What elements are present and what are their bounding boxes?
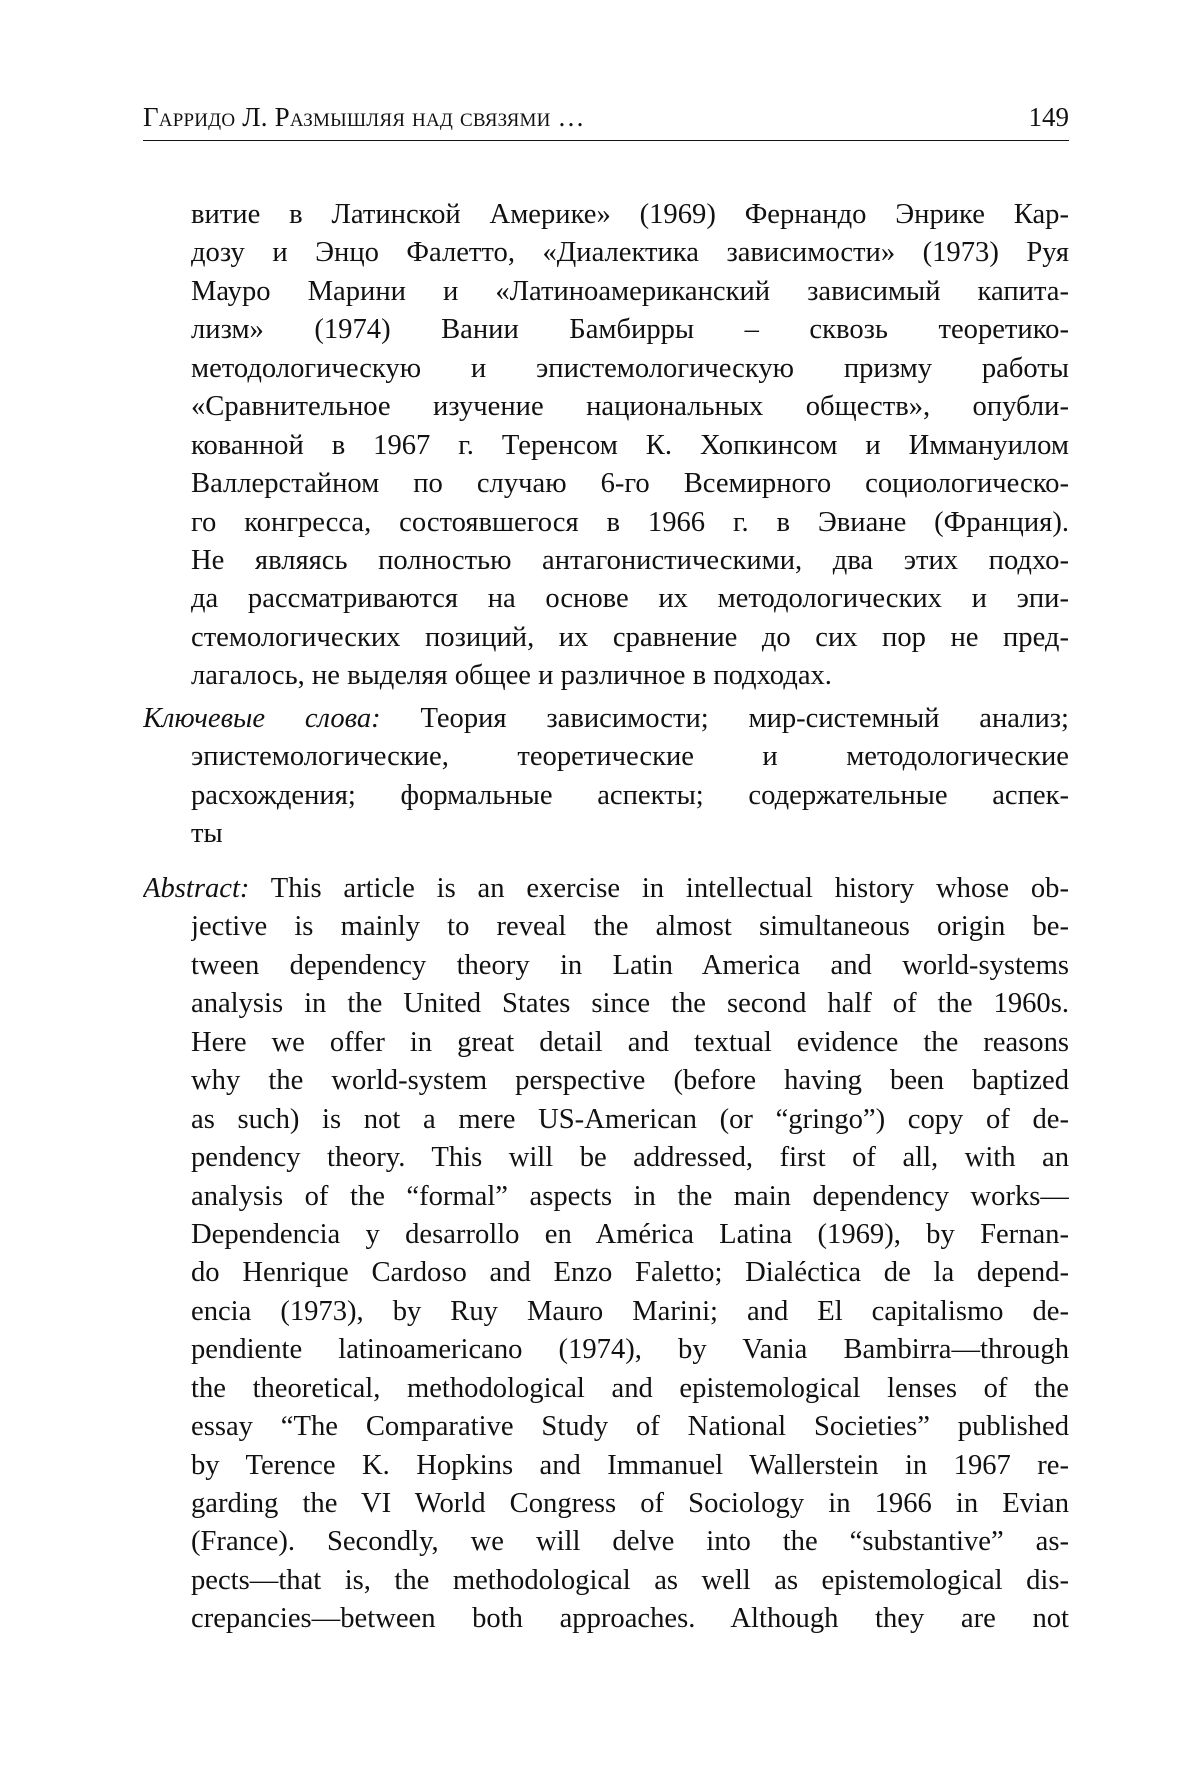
running-title: Гарридо Л. Размышляя над связями … bbox=[143, 102, 585, 132]
text-line: лагалось, не выделяя общее и различное в подходах. bbox=[191, 660, 832, 692]
text-line: расхождения; формальные аспекты; содержательные аспек- bbox=[191, 779, 1069, 811]
text-line: го конгресса, состоявшегося в 1966 г. в Эвиане (Франция). bbox=[191, 506, 1069, 538]
abstract-label: Abstract: bbox=[143, 873, 250, 904]
text-line: pendiente latinoamericano (1974), by Vania Bambirra—through bbox=[191, 1334, 1069, 1366]
text-line: Here we offer in great detail and textual evidence the reasons bbox=[191, 1026, 1069, 1058]
abstract-continuation bbox=[191, 908, 1069, 1638]
text-line: «Сравнительное изучение национальных обществ», опубли- bbox=[191, 391, 1069, 423]
text-line: (France). Secondly, we will delve into the “substantive” as- bbox=[191, 1526, 1069, 1558]
text-line: кованной в 1967 г. Теренсом К. Хопкинсом и Иммануилом bbox=[191, 429, 1069, 461]
text-line: Dependencia y desarrollo en América Latina (1969), by Fernan- bbox=[191, 1218, 1069, 1250]
abstract-text: This article is an exercise in intellectual history whose ob- bbox=[270, 873, 1069, 904]
text-line: by Terence K. Hopkins and Immanuel Wallerstein in 1967 re- bbox=[191, 1449, 1069, 1481]
text-line: as such) is not a mere US-American (or “gringo”) copy of de- bbox=[191, 1103, 1069, 1135]
text-line: analysis of the “formal” aspects in the main dependency works— bbox=[191, 1180, 1069, 1212]
text-line: стемологических позиций, их сравнение до сих пор не пред- bbox=[191, 621, 1069, 653]
text-line: tween dependency theory in Latin America and world-systems bbox=[191, 949, 1069, 981]
abstract-line bbox=[143, 870, 1069, 908]
text-line: витие в Латинской Америке» (1969) Фернандо Энрике Кар- bbox=[191, 199, 1069, 230]
running-header bbox=[143, 100, 1069, 141]
text-line: дозу и Энцо Фалетто, «Диалектика зависимости» (1973) Руя bbox=[191, 237, 1069, 269]
text-line: лизм» (1974) Вании Бамбирры – сквозь теоретико- bbox=[191, 314, 1069, 346]
text-line: эпистемологические, теоретические и методологические bbox=[191, 741, 1069, 773]
text-line: ты bbox=[191, 818, 223, 850]
text-line: encia (1973), by Ruy Mauro Marini; and El capitalismo de- bbox=[191, 1295, 1069, 1327]
text-line: Не являясь полностью антагонистическими, два этих подхо- bbox=[191, 544, 1069, 576]
text-line: garding the VI World Congress of Sociology in 1966 in Evian bbox=[191, 1488, 1069, 1519]
text-line: do Henrique Cardoso and Enzo Faletto; Dialéctica de la depend- bbox=[191, 1257, 1069, 1289]
abstract-first-line bbox=[143, 870, 1069, 908]
text-line: pects—that is, the methodological as well as epistemological dis- bbox=[191, 1564, 1069, 1596]
text-line: jective is mainly to reveal the almost simultaneous origin be- bbox=[191, 911, 1069, 943]
text-line: why the world-system perspective (before having been baptized bbox=[191, 1065, 1069, 1097]
keywords-first-line bbox=[143, 700, 1069, 738]
text-line: the theoretical, methodological and epistemological lenses of the bbox=[191, 1372, 1069, 1404]
text-line: essay “The Comparative Study of National Societies” published bbox=[191, 1411, 1069, 1443]
text-line: pendency theory. This will be addressed, first of all, with an bbox=[191, 1142, 1069, 1174]
russian-abstract-continuation bbox=[191, 196, 1069, 696]
keywords-continuation bbox=[191, 738, 1069, 853]
text-line: Мауро Марини и «Латиноамериканский зависимый капита- bbox=[191, 275, 1069, 307]
text-line: Валлерстайном по случаю 6-го Всемирного социологическо- bbox=[191, 468, 1069, 500]
page-number: 149 bbox=[1028, 102, 1069, 132]
text-line: analysis in the United States since the second half of the 1960s. bbox=[191, 988, 1069, 1020]
text-line: методологическую и эпистемологическую призму работы bbox=[191, 352, 1069, 384]
text-line: crepancies—between both approaches. Although they are not bbox=[191, 1603, 1069, 1635]
keywords-label: Ключевые слова: bbox=[143, 703, 381, 734]
keywords-line bbox=[143, 700, 1069, 738]
keywords-text: Теория зависимости; мир-системный анализ; bbox=[420, 703, 1069, 734]
text-line: да рассматриваются на основе их методологических и эпи- bbox=[191, 583, 1069, 615]
